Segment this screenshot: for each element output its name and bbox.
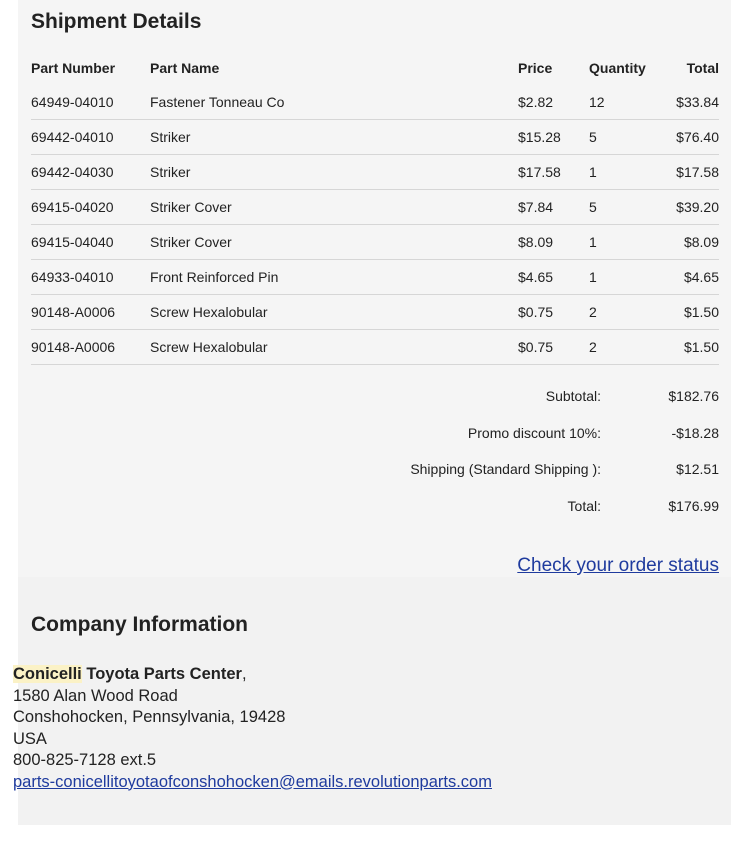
- cell-price: $17.58: [518, 155, 589, 190]
- summary-label: Shipping (Standard Shipping ):: [410, 461, 601, 477]
- col-part-name: Part Name: [150, 60, 220, 76]
- company-address-line1: 1580 Alan Wood Road: [13, 686, 178, 705]
- table-row: [31, 120, 719, 155]
- cell-part-name: Fastener Tonneau Co: [150, 85, 518, 120]
- table-row: [31, 155, 719, 190]
- col-quantity: Quantity: [589, 60, 646, 76]
- company-info: [13, 664, 492, 793]
- company-title: Company Information: [31, 613, 249, 636]
- col-part-number: Part Number: [31, 60, 116, 76]
- cell-price: $8.09: [518, 225, 589, 260]
- shipment-panel: [18, 0, 731, 577]
- shipment-title: Shipment Details: [31, 10, 202, 33]
- cell-part-number: 64933-04010: [31, 260, 150, 295]
- cell-quantity: 1: [589, 225, 659, 260]
- table-row: [31, 260, 719, 295]
- cell-part-name: Front Reinforced Pin: [150, 260, 518, 295]
- table-row: [31, 330, 719, 365]
- cell-total: $1.50: [659, 330, 719, 365]
- company-email-link[interactable]: parts-conicellitoyotaofconshohocken@emails.revolutionparts.com: [13, 772, 492, 791]
- company-country: USA: [13, 729, 47, 748]
- table-row: [31, 190, 719, 225]
- summary-label: Subtotal:: [545, 388, 601, 404]
- cell-part-number: 90148-A0006: [31, 330, 150, 365]
- cell-part-name: Screw Hexalobular: [150, 330, 518, 365]
- cell-total: $33.84: [659, 85, 719, 120]
- cell-part-number: 69415-04020: [31, 190, 150, 225]
- cell-part-number: 69442-04030: [31, 155, 150, 190]
- cell-quantity: 1: [589, 155, 659, 190]
- cell-price: $7.84: [518, 190, 589, 225]
- cell-price: $0.75: [518, 330, 589, 365]
- cell-part-number: 69415-04040: [31, 225, 150, 260]
- cell-part-name: Striker: [150, 120, 518, 155]
- summary-value: $182.76: [668, 388, 719, 404]
- company-phone[interactable]: 800-825-7128 ext.5: [13, 751, 157, 769]
- summary-row: [31, 488, 719, 525]
- summary-value: -$18.28: [671, 424, 719, 441]
- cell-quantity: 2: [589, 295, 659, 330]
- cell-total: $1.50: [659, 295, 719, 330]
- cell-part-name: Screw Hexalobular: [150, 295, 518, 330]
- cell-price: $0.75: [518, 295, 589, 330]
- order-summary: [31, 378, 719, 524]
- check-order-status-link[interactable]: Check your order status: [517, 555, 719, 576]
- col-total: Total: [686, 60, 719, 76]
- company-address-line2: Conshohocken, Pennsylvania, 19428: [13, 708, 286, 726]
- summary-label: Promo discount 10%:: [467, 424, 601, 441]
- cell-price: $2.82: [518, 85, 589, 120]
- company-name-rest: Toyota Parts Center: [86, 665, 242, 683]
- cell-part-name: Striker Cover: [150, 225, 518, 260]
- cell-part-number: 90148-A0006: [31, 295, 150, 330]
- summary-row: [31, 451, 719, 488]
- cell-quantity: 5: [589, 190, 659, 225]
- cell-total: $39.20: [659, 190, 719, 225]
- table-row: [31, 225, 719, 260]
- summary-label: Total:: [567, 497, 601, 514]
- col-price: Price: [518, 60, 553, 76]
- cell-part-number: 64949-04010: [31, 85, 150, 120]
- summary-row: [31, 378, 719, 415]
- cell-part-name: Striker: [150, 155, 518, 190]
- cell-part-name: Striker Cover: [150, 190, 518, 225]
- company-name: [13, 664, 492, 686]
- company-name-suffix: ,: [241, 665, 247, 683]
- cell-total: $76.40: [659, 120, 719, 155]
- summary-value: $12.51: [676, 461, 719, 477]
- table-row: [31, 295, 719, 330]
- summary-value: $176.99: [668, 497, 719, 514]
- cell-price: $4.65: [518, 260, 589, 295]
- cell-quantity: 5: [589, 120, 659, 155]
- table-row: [31, 85, 719, 120]
- summary-row: [31, 415, 719, 452]
- cell-total: $4.65: [659, 260, 719, 295]
- cell-quantity: 12: [589, 85, 659, 120]
- cell-price: $15.28: [518, 120, 589, 155]
- parts-table-body: [31, 85, 719, 365]
- cell-part-number: 69442-04010: [31, 120, 150, 155]
- cell-quantity: 1: [589, 260, 659, 295]
- cell-total: $8.09: [659, 225, 719, 260]
- parts-table: [31, 51, 719, 365]
- cell-total: $17.58: [659, 155, 719, 190]
- table-header-row: [31, 51, 719, 85]
- cell-quantity: 2: [589, 330, 659, 365]
- company-name-highlight: Conicelli: [13, 665, 82, 683]
